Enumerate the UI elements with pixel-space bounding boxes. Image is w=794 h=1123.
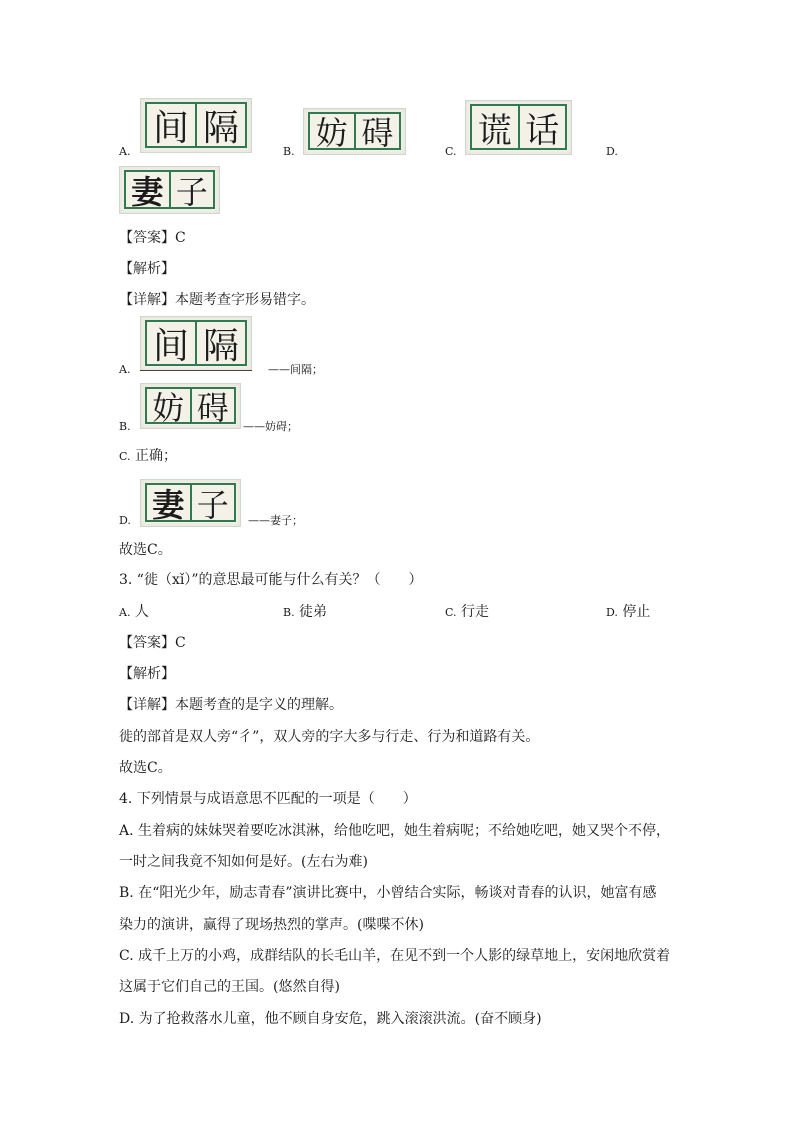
explain-d-char-2: 子	[190, 485, 235, 520]
option-a-char-1: 间	[152, 107, 189, 149]
option-a-label: A.	[119, 145, 131, 158]
q3-option-c-label: C.	[445, 606, 457, 619]
explain-b-char-2: 碍	[190, 389, 235, 422]
explain-b-label: B.	[119, 420, 131, 433]
option-c-label: C.	[445, 145, 457, 158]
q3-conclusion: 故选C。	[119, 760, 172, 776]
q3-option-c-text: 行走	[460, 604, 489, 620]
option-a-char-2: 隔	[195, 104, 245, 146]
q4-question: 4. 下列情景与成语意思不匹配的一项是（ ）	[119, 791, 417, 807]
option-b-char-2: 碍	[354, 114, 400, 148]
explain-d-label: D.	[119, 514, 131, 527]
q3-explanation: 徙的部首是双人旁“彳”，双人旁的字大多与行走、行为和道路有关。	[119, 729, 540, 745]
q3-detail: 【详解】本题考查的是字义的理解。	[119, 697, 343, 713]
explain-a-label: A.	[119, 363, 131, 376]
explain-d-image	[140, 479, 241, 527]
q4-option-a-line1: A. 生着病的妹妹哭着要吃冰淇淋，给他吃吧，她生着病呢；不给她吃吧，她又哭个不停，	[119, 823, 671, 839]
q4-option-c-line1: C. 成千上万的小鸡，成群结队的长毛山羊，在见不到一个人影的绿草地上，安闲地欣赏着	[119, 948, 671, 964]
q3-question: 3. “徙（xǐ）”的意思最可能与什么有关？（ ）	[119, 572, 423, 588]
explain-c-label: C.	[119, 450, 131, 463]
q2-answer: 【答案】C	[119, 230, 186, 246]
option-a-image	[140, 98, 252, 153]
option-c-image	[465, 100, 572, 155]
q3-option-d-text: 停止	[622, 604, 651, 620]
explain-d-text: ——妻子；	[248, 514, 303, 527]
option-c-char-1: 谎	[477, 110, 512, 151]
q3-option-d-label: D.	[606, 606, 618, 619]
q2-analysis-heading: 【解析】	[119, 261, 175, 277]
explain-c-text: 正确；	[134, 448, 177, 464]
q2-conclusion: 故选C。	[119, 542, 172, 558]
option-d-image	[119, 166, 220, 214]
explain-d-char-1: 妻	[152, 485, 185, 524]
explain-c-line	[119, 446, 177, 467]
explain-b-text: ——妨碍；	[243, 420, 298, 433]
option-b-image	[303, 108, 406, 155]
option-b-label: B.	[283, 145, 295, 158]
explain-a-underline	[140, 370, 252, 371]
q3-option-d	[606, 602, 650, 623]
q4-option-a-line2: 一时之间我竟不知如何是好。(左右为难)	[119, 854, 368, 870]
option-d-char-2: 子	[169, 172, 214, 207]
explain-a-image	[140, 316, 252, 371]
option-d-label: D.	[606, 145, 618, 158]
q3-option-b	[283, 602, 327, 623]
q3-answer: 【答案】C	[119, 635, 186, 651]
q3-option-a-text: 人	[134, 604, 149, 620]
explain-a-char-1: 间	[152, 325, 189, 367]
q3-option-a-label: A.	[119, 606, 131, 619]
explain-b-char-1: 妨	[152, 388, 185, 427]
q3-analysis-heading: 【解析】	[119, 666, 175, 682]
q4-option-c-line2: 这属于它们自己的王国。(悠然自得)	[119, 979, 340, 995]
q3-option-a	[119, 602, 149, 623]
q3-option-c	[445, 602, 489, 623]
q4-option-d-line1: D. 为了抢救落水儿童，他不顾自身安危，跳入滚滚洪流。(奋不顾身)	[119, 1011, 542, 1027]
q3-option-b-label: B.	[283, 606, 295, 619]
option-d-char-1: 妻	[131, 172, 164, 211]
q2-detail: 【详解】本题考查字形易错字。	[119, 292, 315, 308]
option-c-char-2: 话	[518, 106, 566, 148]
q3-option-b-text: 徒弟	[299, 604, 328, 620]
explain-b-image	[140, 383, 241, 429]
q4-option-b-line2: 染力的演讲，赢得了现场热烈的掌声。(喋喋不休)	[119, 917, 424, 933]
option-b-char-1: 妨	[315, 114, 348, 152]
explain-a-text: ——间隔；	[268, 363, 323, 376]
explain-a-char-2: 隔	[195, 322, 245, 364]
q4-option-b-line1: B. 在“阳光少年，励志青春”演讲比赛中，小曾结合实际，畅谈对青春的认识，她富有感	[119, 885, 657, 901]
